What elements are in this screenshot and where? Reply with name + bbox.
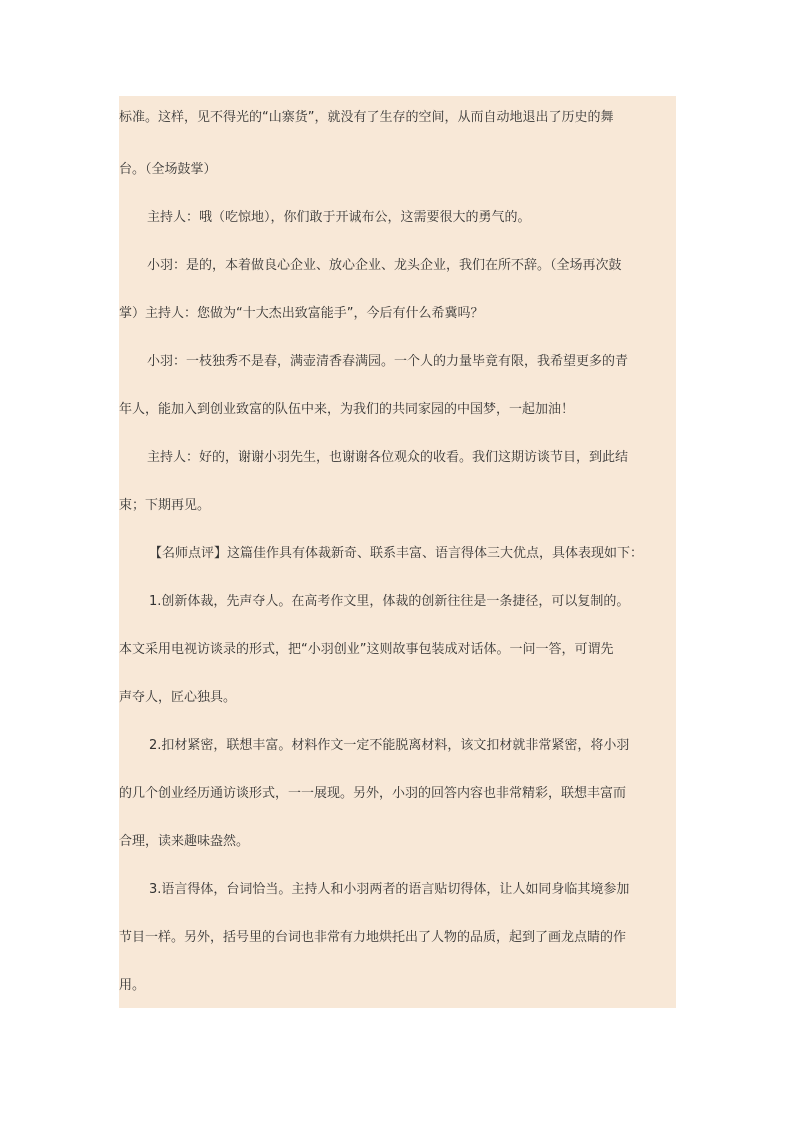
text-line: 主持人：哦（吃惊地），你们敢于开诚布公，这需要很大的勇气的。 bbox=[147, 210, 531, 225]
text-line: 节目一样。另外，括号里的台词也非常有力地烘托出了人物的品质，起到了画龙点睛的作 bbox=[119, 930, 627, 945]
text-line: 年人，能加入到创业致富的队伍中来，为我们的共同家园的中国梦，一起加油！ bbox=[119, 402, 575, 417]
text-line: 2.扣材紧密，联想丰富。材料作文一定不能脱离材料，该文扣材就非常紧密，将小羽 bbox=[149, 738, 630, 753]
document-panel bbox=[119, 96, 676, 1008]
text-line: 本文采用电视访谈录的形式，把“小羽创业”这则故事包装成对话体。一问一答，可谓先 bbox=[119, 642, 614, 657]
text-line: 主持人：好的，谢谢小羽先生，也谢谢各位观众的收看。我们这期访谈节目，到此结 bbox=[147, 450, 629, 465]
text-line: 声夺人，匠心独具。 bbox=[119, 690, 237, 705]
text-line: 【名师点评】这篇佳作具有体裁新奇、联系丰富、语言得体三大优点，具体表现如下： bbox=[149, 546, 644, 561]
text-line: 台。（全场鼓掌） bbox=[119, 162, 217, 177]
text-line: 用。 bbox=[119, 978, 146, 993]
text-line: 1.创新体裁，先声夺人。在高考作文里，体裁的创新往往是一条捷径，可以复制的。 bbox=[149, 594, 630, 609]
text-line: 小羽：一枝独秀不是春，满壶清香春满园。一个人的力量毕竟有限，我希望更多的青 bbox=[147, 354, 629, 369]
text-line: 3.语言得体，台词恰当。主持人和小羽两者的语言贴切得体，让人如同身临其境参加 bbox=[149, 882, 630, 897]
text-line: 的几个创业经历通访谈形式，一一展现。另外，小羽的回答内容也非常精彩，联想丰富而 bbox=[119, 786, 627, 801]
text-line: 合理，读来趣味盎然。 bbox=[119, 834, 250, 849]
text-line: 掌）主持人：您做为“十大杰出致富能手”，今后有什么希冀吗？ bbox=[119, 306, 484, 321]
text-line: 束；下期再见。 bbox=[119, 498, 211, 513]
text-line: 标准。这样，见不得光的“山寨货”，就没有了生存的空间，从而自动地退出了历史的舞 bbox=[119, 110, 614, 125]
text-line: 小羽：是的，本着做良心企业、放心企业、龙头企业，我们在所不辞。（全场再次鼓 bbox=[147, 258, 622, 273]
